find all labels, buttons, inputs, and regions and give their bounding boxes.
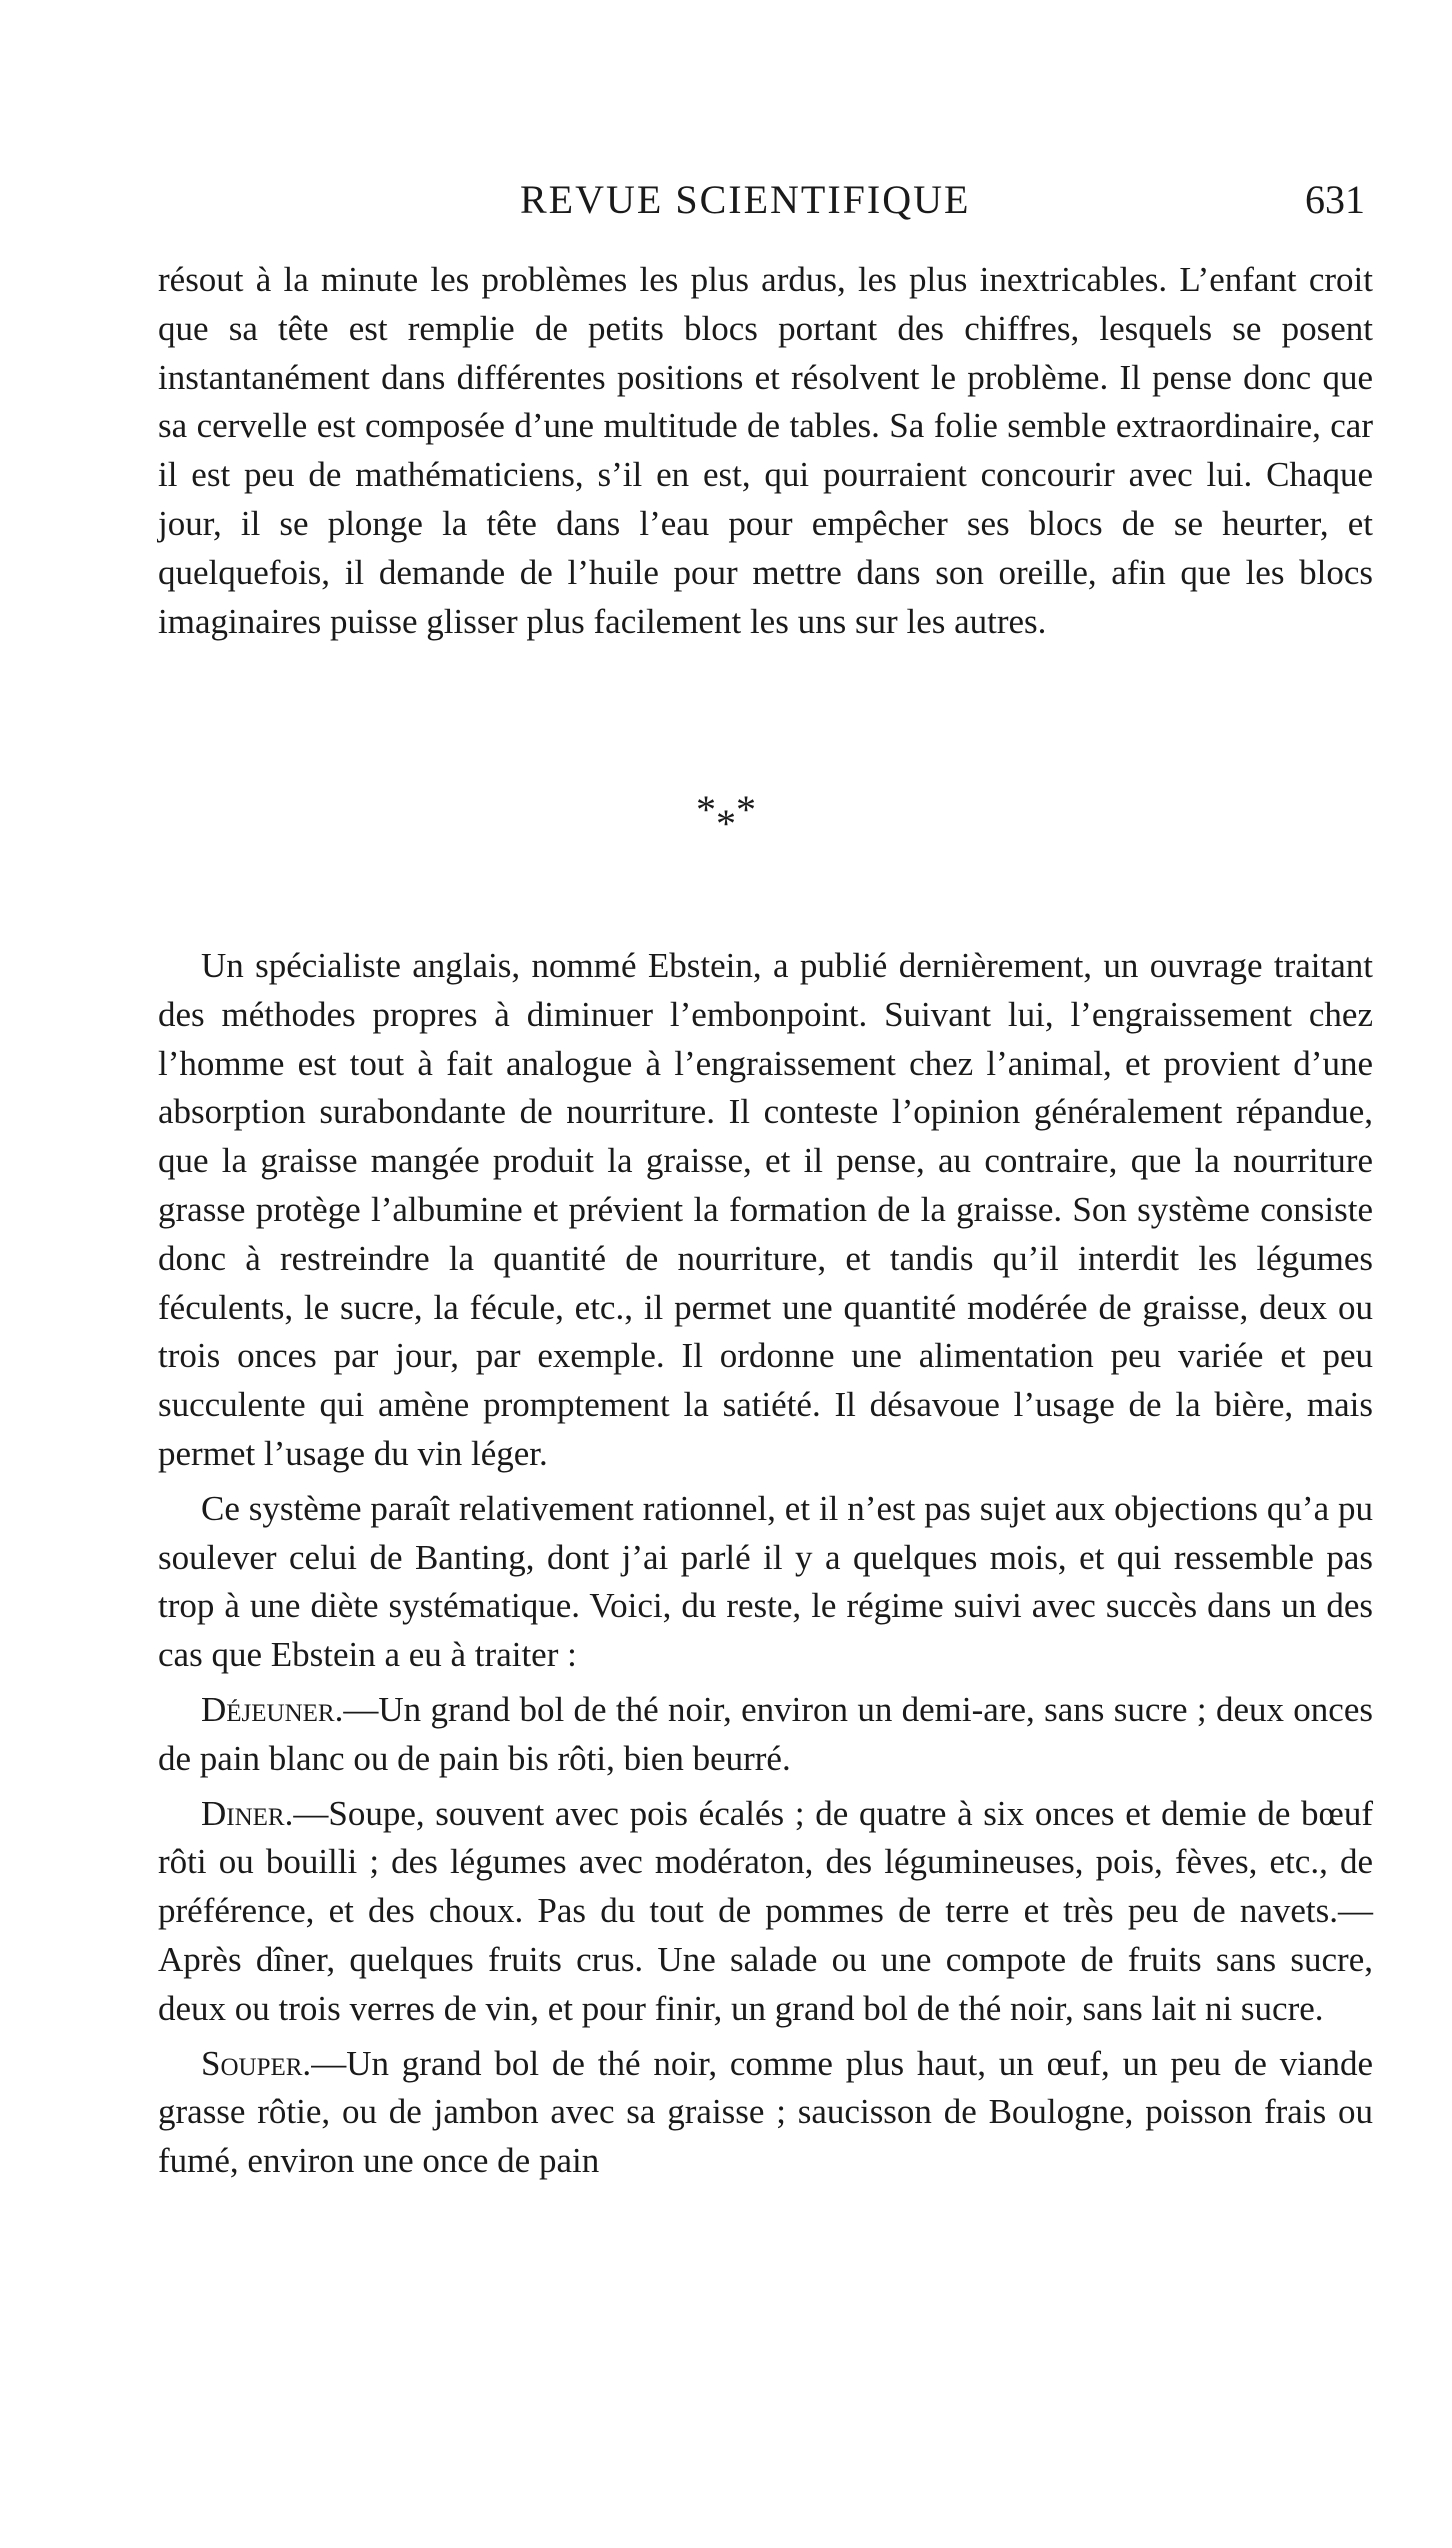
asterism-star: * <box>736 787 756 832</box>
running-title: REVUE SCIENTIFIQUE <box>520 177 971 222</box>
asterism-star: * <box>696 787 716 832</box>
meal-entry-dejeuner <box>158 1686 1373 1784</box>
meal-entry-souper <box>158 2040 1373 2186</box>
meal-label: Diner. <box>201 1793 294 1833</box>
paragraph: Ce système paraît relativement rationnel, et il n’est pas sujet aux objections qu’a pu soulever celui de Banting, dont j’ai parlé il y a quelques mois, et qui ressemble pas trop à une diète systématique. Voici, du reste, le régime suivi avec succès dans un des cas que Ebstein a eu à traiter : <box>158 1488 1373 1675</box>
meal-text: —Soupe, souvent avec pois écalés ; de quatre à six onces et demie de bœuf rôti ou bouilli ; des légumes avec modératon, des légumineuses, pois, fèves, etc., de préférence, et des choux. Pas du tout de pommes de terre et très peu de navets.—Après dîner, quelques fruits crus. Une salade ou une compote de fruits sans sucre, deux ou trois verres de vin, et pour finir, un grand bol de thé noir, sans lait ni sucre. <box>158 1793 1373 2028</box>
meal-text: —Un grand bol de thé noir, environ un demi-are, sans sucre ; deux onces de pain blanc ou de pain bis rôti, bien beurré. <box>158 1689 1373 1778</box>
meal-entry-diner <box>158 1790 1373 2034</box>
paragraph: Un spécialiste anglais, nommé Ebstein, a publié dernièrement, un ouvrage traitant des méthodes propres à diminuer l’embonpoint. Suivant lui, l’engraissement chez l’homme est tout à fait analogue à l’engraissement chez l’animal, et provient d’une absorption surabondante de nourriture. Il conteste l’opinion généralement répandue, que la graisse mangée produit la graisse, et il pense, au contraire, que la nourriture grasse protège l’albumine et prévient la formation de la graisse. Son système consiste donc à restreindre la quantité de nourriture, et tandis qu’il interdit les légumes féculents, le sucre, la fécule, etc., il permet une quantité modérée de graisse, deux ou trois onces par jour, par exemple. Il ordonne une alimentation peu variée et peu succulente qui amène promptement la satiété. Il désavoue l’usage de la bière, mais permet l’usage du vin léger. <box>158 946 1373 1473</box>
meal-label: Souper. <box>201 2043 312 2083</box>
page-number: 631 <box>1305 177 1365 222</box>
asterism-separator <box>0 787 1452 846</box>
section-2-text <box>158 942 1373 2192</box>
meal-label: Déjeuner. <box>201 1689 344 1729</box>
paragraph: résout à la minute les problèmes les plus ardus, les plus inextricables. L’enfant croit que sa tête est remplie de petits blocs portant des chiffres, lesquels se posent instantanément dans différentes positions et résolvent le problème. Il pense donc que sa cervelle est composée d’une multitude de tables. Sa folie semble extraordinaire, car il est peu de mathématiciens, s’il en est, qui pourraient concourir avec lui. Chaque jour, il se plonge la tête dans l’eau pour empêcher ses blocs de se heurter, et quelquefois, il demande de l’huile pour mettre dans son oreille, afin que les blocs imaginaires puisse glisser plus facilement les uns sur les autres. <box>158 260 1373 641</box>
section-1-text <box>158 256 1373 646</box>
page-header <box>160 172 1365 228</box>
meal-text: —Un grand bol de thé noir, comme plus haut, un œuf, un peu de viande grasse rôtie, ou de jambon avec sa graisse ; saucisson de Boulogne, poisson frais ou fumé, environ une once de pain <box>158 2043 1373 2181</box>
asterism-star: * <box>716 801 736 846</box>
